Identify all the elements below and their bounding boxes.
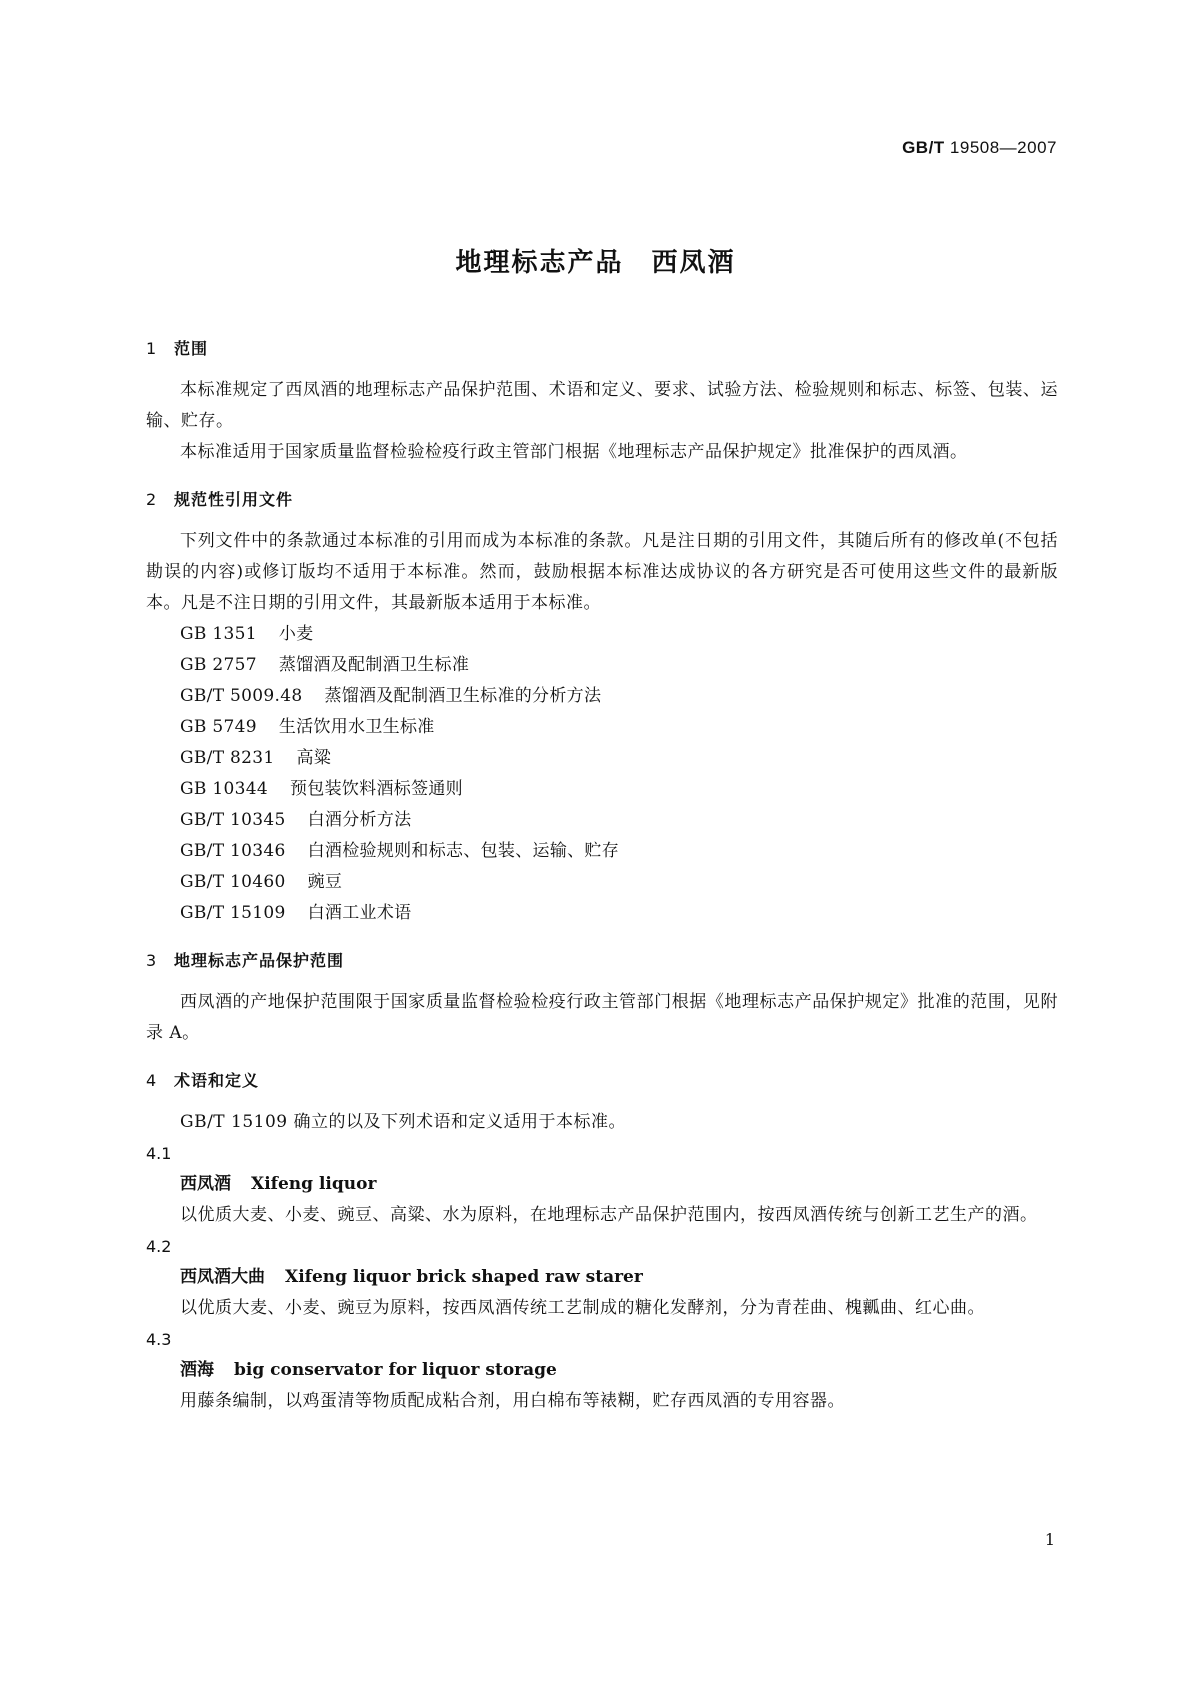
term-definition: 以优质大麦、小麦、豌豆为原料，按西凤酒传统工艺制成的糖化发酵剂，分为青茬曲、槐瓤曲、红心曲。 xyxy=(180,1298,985,1318)
reference-item xyxy=(146,619,1058,650)
paragraph: 本标准适用于国家质量监督检验检疫行政主管部门根据《地理标志产品保护规定》批准保护的西凤酒。 xyxy=(180,442,968,462)
reference-title: 小麦 xyxy=(278,624,314,644)
reference-item xyxy=(146,712,1058,743)
term-number: 4.3 xyxy=(146,1330,172,1349)
reference-title: 蒸馏酒及配制酒卫生标准的分析方法 xyxy=(324,686,602,706)
term-chinese: 西凤酒大曲 xyxy=(180,1267,265,1287)
section-title: 规范性引用文件 xyxy=(174,490,294,509)
section-title: 术语和定义 xyxy=(174,1071,260,1090)
section-number: 2 xyxy=(146,490,158,509)
reference-item xyxy=(146,681,1058,712)
section-number: 3 xyxy=(146,951,158,970)
reference-title: 白酒工业术语 xyxy=(307,903,412,923)
reference-code: GB/T 10345 xyxy=(180,810,286,830)
term-number: 4.2 xyxy=(146,1237,172,1256)
section-title: 地理标志产品保护范围 xyxy=(174,951,345,970)
term-english: Xifeng liquor xyxy=(251,1174,377,1194)
reference-code: GB 1351 xyxy=(180,624,257,644)
section-heading-2 xyxy=(146,488,1058,512)
reference-code: GB/T 15109 xyxy=(180,903,286,923)
term-heading xyxy=(146,1169,1058,1200)
standard-prefix: GB/T xyxy=(902,138,945,157)
page-number: 1 xyxy=(1044,1530,1055,1549)
reference-list xyxy=(146,619,1058,929)
section-title: 范围 xyxy=(174,339,209,358)
standard-code: 19508—2007 xyxy=(949,138,1057,157)
paragraph: 西凤酒的产地保护范围限于国家质量监督检验检疫行政主管部门根据《地理标志产品保护规定》批准的范围，见附录 A。 xyxy=(146,992,1058,1043)
reference-item xyxy=(146,650,1058,681)
term-chinese: 酒海 xyxy=(180,1360,214,1380)
term-definition: 以优质大麦、小麦、豌豆、高粱、水为原料，在地理标志产品保护范围内，按西凤酒传统与创新工艺生产的酒。 xyxy=(180,1205,1038,1225)
reference-item xyxy=(146,774,1058,805)
section-number: 1 xyxy=(146,339,158,358)
section-heading-4 xyxy=(146,1069,1058,1093)
document-body xyxy=(146,337,1058,1417)
paragraph: 本标准规定了西凤酒的地理标志产品保护范围、术语和定义、要求、试验方法、检验规则和标志、标签、包装、运输、贮存。 xyxy=(146,380,1058,431)
term-heading xyxy=(146,1262,1058,1293)
term-number: 4.1 xyxy=(146,1144,172,1163)
reference-item xyxy=(146,836,1058,867)
section-heading-1 xyxy=(146,337,1058,361)
term-definition: 用藤条编制，以鸡蛋清等物质配成粘合剂，用白棉布等裱糊，贮存西凤酒的专用容器。 xyxy=(180,1391,845,1411)
section-number: 4 xyxy=(146,1071,158,1090)
reference-item xyxy=(146,805,1058,836)
term-heading xyxy=(146,1355,1058,1386)
reference-item xyxy=(146,743,1058,774)
reference-code: GB 2757 xyxy=(180,655,257,675)
reference-code: GB/T 10346 xyxy=(180,841,286,861)
paragraph: 下列文件中的条款通过本标准的引用而成为本标准的条款。凡是注日期的引用文件，其随后所有的修改单(不包括勘误的内容)或修订版均不适用于本标准。然而，鼓励根据本标准达成协议的各方研究是否可使用这些文件的最新版本。凡是不注日期的引用文件，其最新版本适用于本标准。 xyxy=(146,531,1058,613)
reference-title: 蒸馏酒及配制酒卫生标准 xyxy=(278,655,470,675)
reference-title: 生活饮用水卫生标准 xyxy=(278,717,435,737)
reference-code: GB 5749 xyxy=(180,717,257,737)
term-english: Xifeng liquor brick shaped raw starer xyxy=(285,1267,643,1287)
reference-code: GB/T 5009.48 xyxy=(180,686,303,706)
reference-item xyxy=(146,867,1058,898)
standard-number xyxy=(902,138,1057,158)
paragraph: GB/T 15109 确立的以及下列术语和定义适用于本标准。 xyxy=(180,1112,627,1132)
reference-item xyxy=(146,898,1058,929)
reference-code: GB 10344 xyxy=(180,779,268,799)
reference-title: 白酒分析方法 xyxy=(307,810,412,830)
reference-code: GB/T 10460 xyxy=(180,872,286,892)
section-heading-3 xyxy=(146,949,1058,973)
reference-title: 高粱 xyxy=(296,748,332,768)
reference-title: 白酒检验规则和标志、包装、运输、贮存 xyxy=(307,841,620,861)
reference-title: 豌豆 xyxy=(307,872,343,892)
term-english: big conservator for liquor storage xyxy=(234,1360,557,1380)
reference-title: 预包装饮料酒标签通则 xyxy=(289,779,463,799)
term-chinese: 西凤酒 xyxy=(180,1174,231,1194)
document-title: 地理标志产品 西凤酒 xyxy=(455,248,736,278)
reference-code: GB/T 8231 xyxy=(180,748,275,768)
